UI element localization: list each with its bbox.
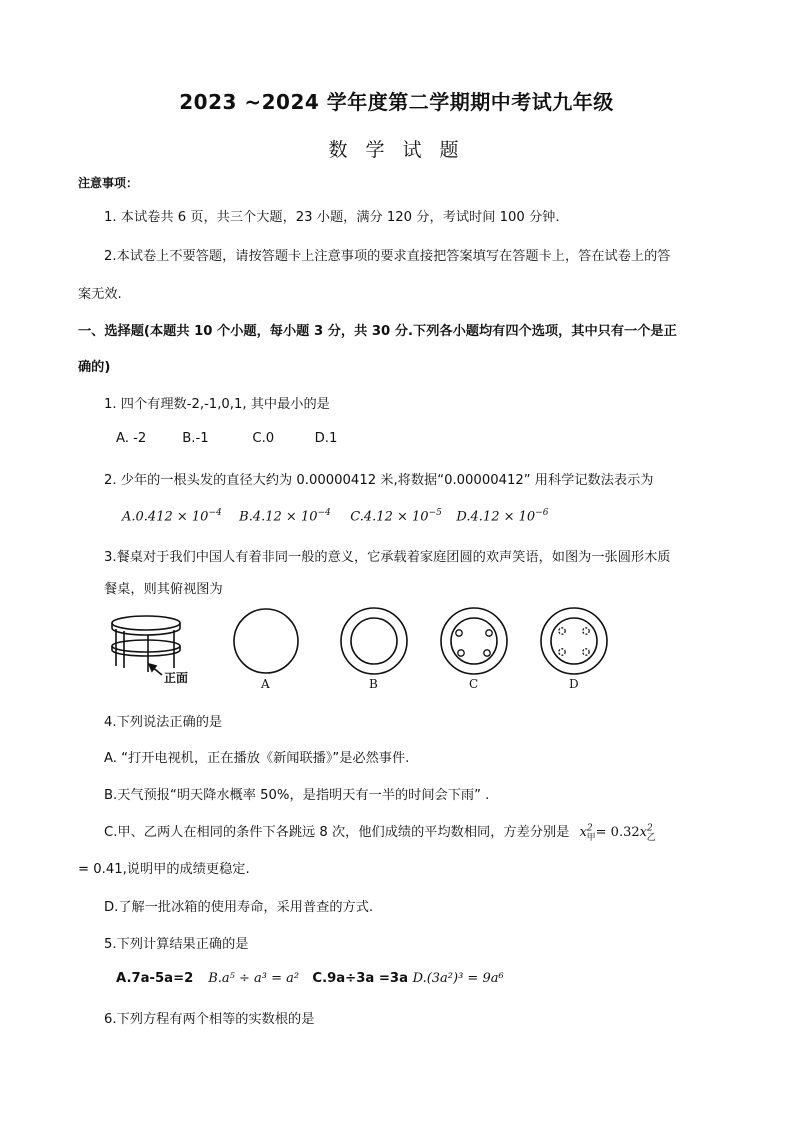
question-2-option-b-label: B. xyxy=(239,509,253,525)
choice-a-label: A xyxy=(261,677,270,691)
question-4-stem: 4.下列说法正确的是 xyxy=(104,715,223,730)
question-2-option-c-label: C. xyxy=(350,509,364,525)
question-4-option-d: D.了解一批冰箱的使用寿命，采用普查的方式. xyxy=(104,900,374,915)
choice-b-inner-circle xyxy=(351,618,397,664)
question-4-option-a: A. “打开电视机，正在播放《新闻联播》”是必然事件. xyxy=(104,751,410,766)
section-1-heading-line-1: 一、选择题(本题共 10 个小题，每小题 3 分，共 30 分.下列各小题均有四个选项，其中只有一个是正 xyxy=(78,324,677,339)
question-2-option-c xyxy=(350,508,452,524)
question-2-option-b xyxy=(239,508,346,524)
question-2-option-d-exponent: −6 xyxy=(535,508,549,518)
question-2-option-d-times: × 10 xyxy=(503,509,536,525)
question-5-option-b: B.a⁵ ÷ a³ = a² xyxy=(208,971,300,986)
round-table-drawing xyxy=(112,616,180,675)
choice-c-legs xyxy=(456,630,492,656)
question-2-option-b-times: × 10 xyxy=(285,509,318,525)
question-3-stem-line-2: 餐桌，则其俯视图为 xyxy=(104,582,223,597)
question-2-option-c-exponent: −5 xyxy=(428,508,442,518)
page-title: 2023 ~2024 学年度第二学期期中考试九年级 xyxy=(179,90,614,114)
question-4-option-c-line-1 xyxy=(104,821,656,843)
question-2-option-d xyxy=(456,508,548,524)
question-1-options xyxy=(116,431,337,446)
notes-item-2-line-1: 2.本试卷上不要答题，请按答题卡上注意事项的要求直接把答案填写在答题卡上，答在试卷上的答 xyxy=(104,249,671,264)
question-1-option-b: B.-1 xyxy=(182,431,209,446)
variance-value-jia: = 0.32 xyxy=(595,825,640,840)
question-2-option-b-exponent: −4 xyxy=(317,508,331,518)
question-2-option-a-mantissa: 0.412 xyxy=(135,509,173,525)
variance-subscript-jia: 甲 xyxy=(586,832,596,843)
notes-item-2-line-2: 案无效. xyxy=(78,287,122,302)
question-1-option-d: D.1 xyxy=(314,431,338,446)
question-5-option-c: C.9a÷3a =3a xyxy=(312,971,409,986)
question-1-stem: 1. 四个有理数-2,-1,0,1, 其中最小的是 xyxy=(104,397,330,412)
choice-d-inner-circle xyxy=(551,618,597,664)
question-5-option-d: D.(3a²)³ = 9a⁶ xyxy=(412,971,504,986)
question-2-option-d-label: D. xyxy=(456,509,471,525)
question-2-option-d-mantissa: 4.12 xyxy=(470,509,500,525)
choice-c-inner-circle xyxy=(451,618,497,664)
question-5-options xyxy=(116,971,504,986)
question-2-option-a xyxy=(122,508,235,524)
question-5-stem: 5.下列计算结果正确的是 xyxy=(104,937,249,952)
variance-subscript-yi: 乙 xyxy=(646,832,656,843)
front-view-label: 正面 xyxy=(164,671,189,685)
question-2-option-a-exponent: −4 xyxy=(208,508,222,518)
choice-d-legs xyxy=(559,628,589,655)
question-1-option-c: C.0 xyxy=(252,431,275,446)
question-2-options xyxy=(122,508,548,524)
question-4-option-c-line-2: = 0.41,说明甲的成绩更稳定. xyxy=(78,862,250,877)
notes-heading: 注意事项： xyxy=(78,176,139,190)
question-2-option-c-mantissa: 4.12 xyxy=(363,509,393,525)
question-5-option-a: A.7a-5a=2 xyxy=(116,971,194,986)
question-4-option-c-text: C.甲、乙两人在相同的条件下各跳远 8 次，他们成绩的平均数相同，方差分别是 xyxy=(104,825,570,840)
choice-b-label: B xyxy=(369,677,378,691)
choice-a-circle xyxy=(234,609,298,673)
subject-title: 数 学 试 题 xyxy=(328,139,465,161)
question-4-option-b: B.天气预报“明天降水概率 50%，是指明天有一半的时间会下雨” . xyxy=(104,788,490,803)
question-2-option-c-times: × 10 xyxy=(397,509,429,525)
question-1-option-a: A. -2 xyxy=(116,431,147,446)
variance-symbol-yi: x xyxy=(639,825,647,840)
question-2-option-b-mantissa: 4.12 xyxy=(252,509,282,525)
question-4-option-c-math: $x^2_甲= 0.32x^2_乙$ xyxy=(579,823,656,843)
question-3-stem-line-1: 3.餐桌对于我们中国人有着非同一般的意义，它承载着家庭团圆的欢声笑语，如图为一张圆形木质 xyxy=(104,550,671,565)
variance-symbol-jia: x xyxy=(579,825,587,840)
question-6-stem: 6.下列方程有两个相等的实数根的是 xyxy=(104,1012,315,1027)
notes-item-1: 1. 本试卷共 6 页，共三个大题，23 小题，满分 120 分，考试时间 100 分钟. xyxy=(104,210,560,225)
question-2-option-a-times: × 10 xyxy=(176,509,209,525)
question-2-option-a-label: A. xyxy=(122,509,136,525)
question-3-figure xyxy=(104,600,624,695)
choice-d-label: D xyxy=(569,677,579,691)
choice-c-label: C xyxy=(469,677,479,691)
question-2-stem: 2. 少年的一根头发的直径大约为 0.00000412 米,将数据“0.00000412” 用科学记数法表示为 xyxy=(104,473,654,488)
section-1-heading-line-2: 确的) xyxy=(78,360,111,375)
